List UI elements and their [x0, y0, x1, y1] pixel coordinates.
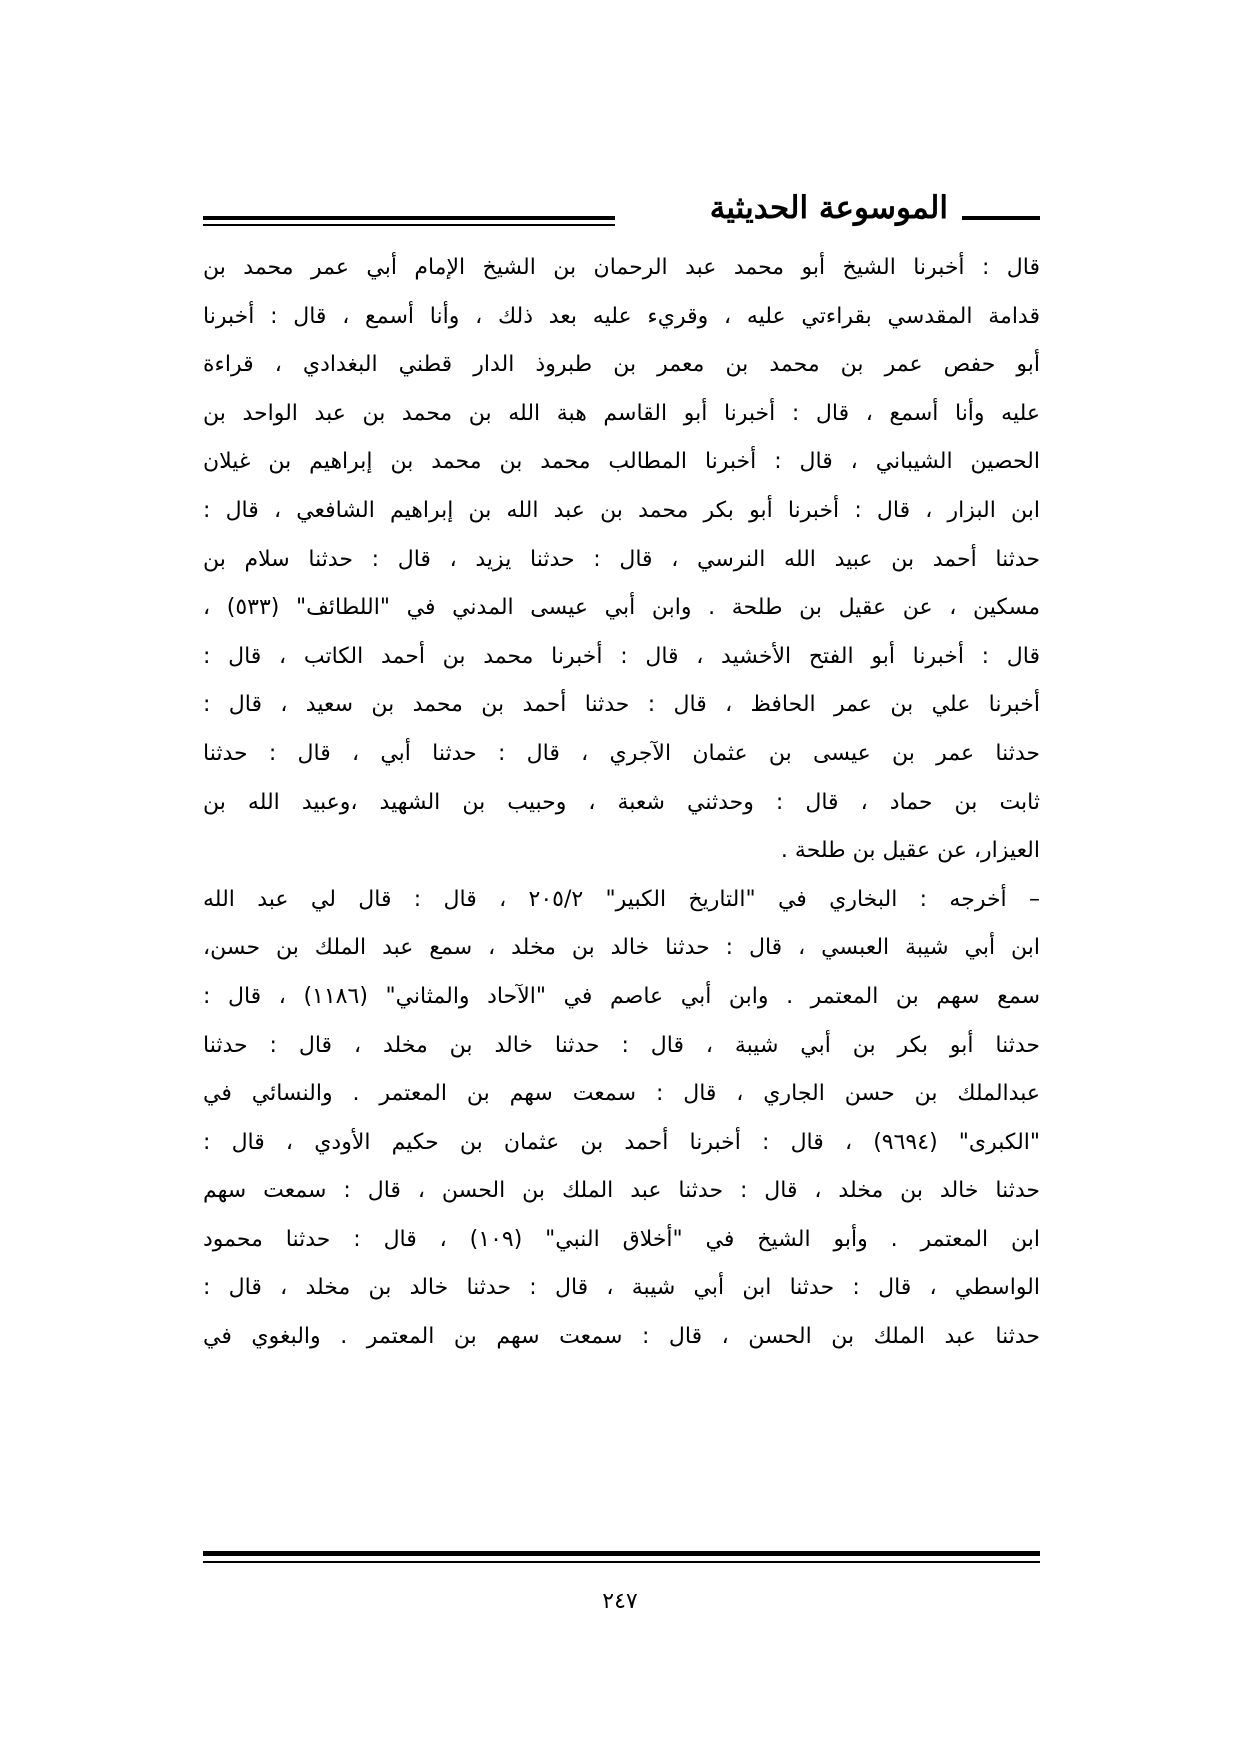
- text-line: عليه وأنا أسمع ، قال : أخبرنا أبو القاسم هبة الله بن محمد بن عبد الواحد بن: [203, 400, 1040, 426]
- header-rule-left-thin: [203, 224, 615, 226]
- text-line: ثابت بن حماد ، قال : وحدثني شعبة ، وحبيب بن الشهيد ،وعبيد الله بن: [203, 789, 1040, 815]
- text-line: قدامة المقدسي بقراءتي عليه ، وقريء عليه بعد ذلك ، وأنا أسمع ، قال : أخبرنا: [203, 303, 1040, 329]
- page-number: ٢٤٧: [602, 1589, 638, 1614]
- header-rule-left: [203, 216, 615, 220]
- footer-rule-thin: [203, 1561, 1040, 1563]
- body-text: [203, 244, 1040, 1362]
- text-line: حدثنا أحمد بن عبيد الله النرسي ، قال : حدثنا يزيد ، قال : حدثنا سلام بن: [203, 546, 1040, 572]
- footer-rule-thick: [203, 1551, 1040, 1556]
- text-line: قال : أخبرنا أبو الفتح الأخشيد ، قال : أخبرنا محمد بن أحمد الكاتب ، قال :: [203, 643, 1040, 669]
- text-line: ابن أبي شيبة العبسي ، قال : حدثنا خالد بن مخلد ، سمع عبد الملك بن حسن،: [203, 935, 1040, 961]
- text-line: قال : أخبرنا الشيخ أبو محمد عبد الرحمان بن الشيخ الإمام أبي عمر محمد بن: [203, 255, 1040, 280]
- text-line: ابن المعتمر . وأبو الشيخ في "أخلاق النبي" (١٠٩) ، قال : حدثنا محمود: [203, 1226, 1040, 1252]
- text-line: أخبرنا علي بن عمر الحافظ ، قال : حدثنا أحمد بن محمد بن سعيد ، قال :: [203, 692, 1040, 718]
- text-line: "الكبرى" (٩٦٩٤) ، قال : أخبرنا أحمد بن عثمان بن حكيم الأودي ، قال :: [203, 1129, 1040, 1155]
- text-line: الواسطي ، قال : حدثنا ابن أبي شيبة ، قال : حدثنا خالد بن مخلد ، قال :: [203, 1275, 1040, 1301]
- running-header: [203, 186, 1040, 234]
- text-line: حدثنا خالد بن مخلد ، قال : حدثنا عبد الملك بن الحسن ، قال : سمعت سهم: [203, 1178, 1040, 1204]
- text-line: حدثنا عمر بن عيسى بن عثمان الآجري ، قال : حدثنا أبي ، قال : حدثنا: [203, 740, 1040, 766]
- text-line-paragraph-start: – أخرجه : البخاري في "التاريخ الكبير" ٢٠٥/٢ ، قال : قال لي عبد الله: [203, 886, 1040, 912]
- text-line: عبدالملك بن حسن الجاري ، قال : سمعت سهم بن المعتمر . والنسائي في: [203, 1081, 1040, 1107]
- text-line: حدثنا أبو بكر بن أبي شيبة ، قال : حدثنا خالد بن مخلد ، قال : حدثنا: [203, 1032, 1040, 1058]
- text-line: مسكين ، عن عقيل بن طلحة . وابن أبي عيسى المدني في "اللطائف" (٥٣٣) ،: [203, 595, 1040, 621]
- text-line: أبو حفص عمر بن محمد بن معمر بن طبروذ الدار قطني البغدادي ، قراءة: [203, 352, 1040, 378]
- text-line: ابن البزار ، قال : أخبرنا أبو بكر محمد بن عبد الله بن إبراهيم الشافعي ، قال :: [203, 497, 1040, 523]
- text-line-paragraph-end: العيزار، عن عقيل بن طلحة .: [780, 838, 1040, 864]
- text-line: الحصين الشيباني ، قال : أخبرنا المطالب محمد بن محمد بن إبراهيم بن غيلان: [203, 449, 1040, 475]
- text-line: سمع سهم بن المعتمر . وابن أبي عاصم في "الآحاد والمثاني" (١١٨٦) ، قال :: [203, 983, 1040, 1009]
- header-rule-right: [962, 216, 1040, 220]
- header-title: الموسوعة الحديثية: [709, 190, 948, 226]
- text-line: حدثنا عبد الملك بن الحسن ، قال : سمعت سهم بن المعتمر . والبغوي في: [203, 1324, 1040, 1350]
